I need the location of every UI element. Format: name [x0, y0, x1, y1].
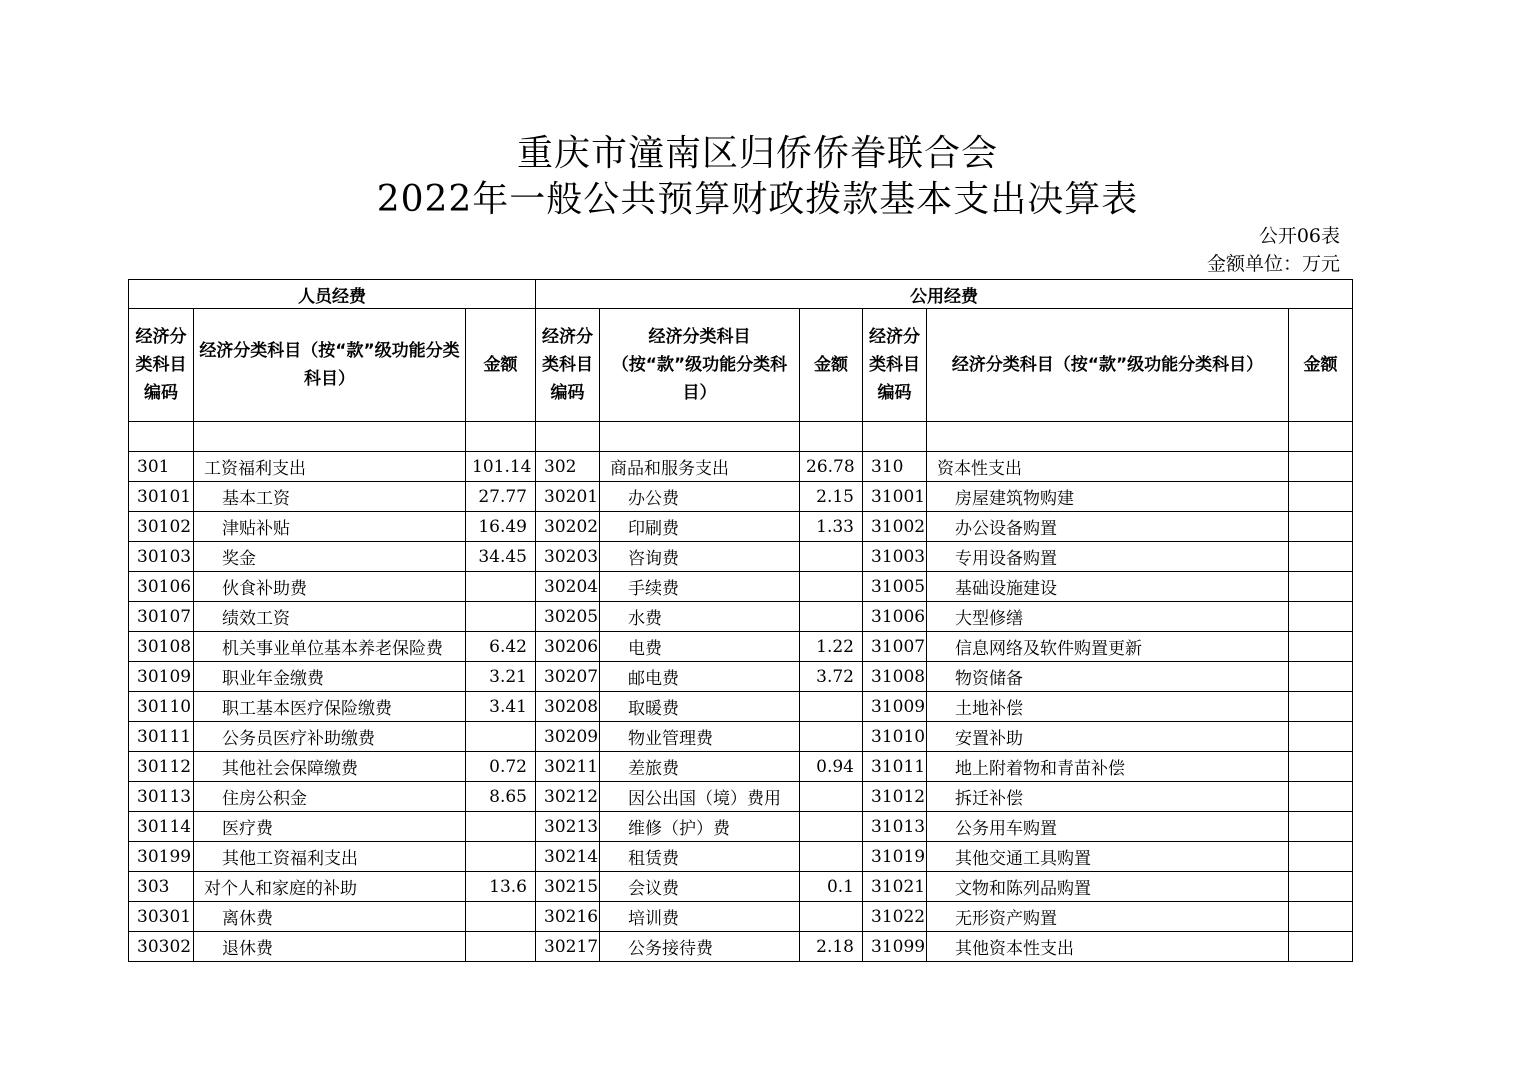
blank-row	[129, 422, 1353, 452]
name-cell: 职工基本医疗保险缴费	[194, 692, 466, 722]
group-public: 公用经费	[536, 280, 1353, 309]
amount-cell	[1289, 932, 1353, 962]
name-cell: 取暖费	[600, 692, 800, 722]
code-cell: 31003	[863, 542, 927, 572]
header-name: 经济分类科目（按“款”级功能分类科目）	[194, 309, 466, 422]
amount-cell	[1289, 572, 1353, 602]
name-cell: 退休费	[194, 932, 466, 962]
code-cell: 30114	[129, 812, 194, 842]
name-cell: 印刷费	[600, 512, 800, 542]
amount-cell: 1.33	[800, 512, 863, 542]
amount-cell: 0.72	[466, 752, 536, 782]
amount-cell	[800, 572, 863, 602]
name-cell: 离休费	[194, 902, 466, 932]
name-cell: 土地补偿	[927, 692, 1289, 722]
amount-cell	[466, 722, 536, 752]
code-cell: 30112	[129, 752, 194, 782]
name-cell: 因公出国（境）费用	[600, 782, 800, 812]
code-cell: 30103	[129, 542, 194, 572]
name-cell: 会议费	[600, 872, 800, 902]
name-cell: 咨询费	[600, 542, 800, 572]
code-cell: 30101	[129, 482, 194, 512]
code-cell: 303	[129, 872, 194, 902]
page-subtitle: 2022年一般公共预算财政拨款基本支出决算表	[376, 179, 1139, 220]
code-cell: 30107	[129, 602, 194, 632]
name-cell: 办公设备购置	[927, 512, 1289, 542]
amount-cell	[1289, 452, 1353, 482]
code-cell: 31009	[863, 692, 927, 722]
name-cell: 基本工资	[194, 482, 466, 512]
code-cell: 30108	[129, 632, 194, 662]
name-cell: 邮电费	[600, 662, 800, 692]
code-cell: 30208	[536, 692, 600, 722]
amount-cell: 2.15	[800, 482, 863, 512]
code-cell: 30203	[536, 542, 600, 572]
amount-cell	[800, 842, 863, 872]
amount-cell	[1289, 902, 1353, 932]
amount-cell: 13.6	[466, 872, 536, 902]
amount-cell	[466, 812, 536, 842]
amount-cell: 0.94	[800, 752, 863, 782]
amount-cell	[1289, 482, 1353, 512]
table-row	[129, 692, 1353, 722]
name-cell: 培训费	[600, 902, 800, 932]
name-cell: 无形资产购置	[927, 902, 1289, 932]
amount-cell: 1.22	[800, 632, 863, 662]
name-cell: 维修（护）费	[600, 812, 800, 842]
code-cell: 31006	[863, 602, 927, 632]
code-cell: 30215	[536, 872, 600, 902]
code-cell: 30302	[129, 932, 194, 962]
page-title: 重庆市潼南区归侨侨眷联合会	[516, 133, 998, 174]
table-row	[129, 902, 1353, 932]
expenditure-table	[128, 279, 1353, 962]
code-cell: 30217	[536, 932, 600, 962]
header-name: 经济分类科目（按“款”级功能分类科目）	[600, 309, 800, 422]
group-personnel: 人员经费	[129, 280, 536, 309]
amount-cell	[800, 602, 863, 632]
amount-cell	[800, 542, 863, 572]
code-cell: 31007	[863, 632, 927, 662]
amount-cell	[1289, 602, 1353, 632]
code-cell: 30106	[129, 572, 194, 602]
header-amount: 金额	[1289, 309, 1353, 422]
amount-unit: 金额单位：万元	[1206, 253, 1340, 275]
table-row	[129, 482, 1353, 512]
amount-cell: 101.14	[466, 452, 536, 482]
header-amount: 金额	[466, 309, 536, 422]
table-row	[129, 602, 1353, 632]
code-cell: 30212	[536, 782, 600, 812]
code-cell: 31001	[863, 482, 927, 512]
amount-cell	[466, 572, 536, 602]
name-cell: 专用设备购置	[927, 542, 1289, 572]
code-cell: 30207	[536, 662, 600, 692]
code-cell: 30205	[536, 602, 600, 632]
code-cell: 30199	[129, 842, 194, 872]
code-cell: 301	[129, 452, 194, 482]
code-cell: 30202	[536, 512, 600, 542]
name-cell: 工资福利支出	[194, 452, 466, 482]
header-code: 经济分类科目编码	[536, 309, 600, 422]
amount-cell	[800, 692, 863, 722]
amount-cell	[1289, 752, 1353, 782]
code-cell: 30213	[536, 812, 600, 842]
code-cell: 31019	[863, 842, 927, 872]
table-row	[129, 542, 1353, 572]
code-cell: 31008	[863, 662, 927, 692]
name-cell: 手续费	[600, 572, 800, 602]
code-cell: 30301	[129, 902, 194, 932]
amount-cell	[1289, 632, 1353, 662]
table-row	[129, 932, 1353, 962]
code-cell: 30111	[129, 722, 194, 752]
code-cell: 30113	[129, 782, 194, 812]
name-cell: 租赁费	[600, 842, 800, 872]
code-cell: 31005	[863, 572, 927, 602]
table-row	[129, 722, 1353, 752]
amount-cell	[800, 782, 863, 812]
code-cell: 31010	[863, 722, 927, 752]
name-cell: 公务用车购置	[927, 812, 1289, 842]
name-cell: 公务员医疗补助缴费	[194, 722, 466, 752]
code-cell: 30211	[536, 752, 600, 782]
name-cell: 大型修缮	[927, 602, 1289, 632]
name-cell: 拆迁补偿	[927, 782, 1289, 812]
code-cell: 30214	[536, 842, 600, 872]
amount-cell	[1289, 722, 1353, 752]
name-cell: 房屋建筑物购建	[927, 482, 1289, 512]
table-number: 公开06表	[1258, 225, 1340, 247]
code-cell: 31099	[863, 932, 927, 962]
table-row	[129, 842, 1353, 872]
amount-cell	[1289, 692, 1353, 722]
table-row	[129, 782, 1353, 812]
name-cell: 物资储备	[927, 662, 1289, 692]
amount-cell: 3.72	[800, 662, 863, 692]
table-row	[129, 452, 1353, 482]
table-row	[129, 752, 1353, 782]
amount-cell: 3.21	[466, 662, 536, 692]
header-name: 经济分类科目（按“款”级功能分类科目）	[927, 309, 1289, 422]
code-cell: 30102	[129, 512, 194, 542]
amount-cell	[800, 722, 863, 752]
amount-cell	[466, 932, 536, 962]
header-amount: 金额	[800, 309, 863, 422]
name-cell: 伙食补助费	[194, 572, 466, 602]
amount-cell: 3.41	[466, 692, 536, 722]
code-cell: 31011	[863, 752, 927, 782]
amount-cell	[1289, 812, 1353, 842]
name-cell: 资本性支出	[927, 452, 1289, 482]
code-cell: 31012	[863, 782, 927, 812]
amount-cell: 6.42	[466, 632, 536, 662]
code-cell: 30216	[536, 902, 600, 932]
table-row	[129, 632, 1353, 662]
name-cell: 地上附着物和青苗补偿	[927, 752, 1289, 782]
name-cell: 奖金	[194, 542, 466, 572]
name-cell: 机关事业单位基本养老保险费	[194, 632, 466, 662]
name-cell: 水费	[600, 602, 800, 632]
amount-cell	[466, 842, 536, 872]
table-row	[129, 572, 1353, 602]
name-cell: 绩效工资	[194, 602, 466, 632]
name-cell: 电费	[600, 632, 800, 662]
amount-cell	[800, 902, 863, 932]
table-row	[129, 812, 1353, 842]
name-cell: 信息网络及软件购置更新	[927, 632, 1289, 662]
amount-cell	[466, 602, 536, 632]
name-cell: 文物和陈列品购置	[927, 872, 1289, 902]
name-cell: 差旅费	[600, 752, 800, 782]
amount-cell: 8.65	[466, 782, 536, 812]
amount-cell: 2.18	[800, 932, 863, 962]
code-cell: 30201	[536, 482, 600, 512]
name-cell: 职业年金缴费	[194, 662, 466, 692]
amount-cell	[1289, 782, 1353, 812]
name-cell: 其他社会保障缴费	[194, 752, 466, 782]
code-cell: 31002	[863, 512, 927, 542]
code-cell: 31021	[863, 872, 927, 902]
code-cell: 30204	[536, 572, 600, 602]
table-row	[129, 872, 1353, 902]
code-cell: 30206	[536, 632, 600, 662]
amount-cell: 16.49	[466, 512, 536, 542]
name-cell: 基础设施建设	[927, 572, 1289, 602]
name-cell: 商品和服务支出	[600, 452, 800, 482]
amount-cell: 27.77	[466, 482, 536, 512]
amount-cell: 26.78	[800, 452, 863, 482]
amount-cell	[1289, 662, 1353, 692]
amount-cell	[800, 812, 863, 842]
code-cell: 30209	[536, 722, 600, 752]
header-code: 经济分类科目编码	[129, 309, 194, 422]
code-cell: 31013	[863, 812, 927, 842]
name-cell: 住房公积金	[194, 782, 466, 812]
header-code: 经济分类科目编码	[863, 309, 927, 422]
name-cell: 其他资本性支出	[927, 932, 1289, 962]
code-cell: 30109	[129, 662, 194, 692]
name-cell: 其他交通工具购置	[927, 842, 1289, 872]
name-cell: 其他工资福利支出	[194, 842, 466, 872]
name-cell: 公务接待费	[600, 932, 800, 962]
code-cell: 30110	[129, 692, 194, 722]
name-cell: 医疗费	[194, 812, 466, 842]
code-cell: 31022	[863, 902, 927, 932]
amount-cell	[1289, 842, 1353, 872]
name-cell: 安置补助	[927, 722, 1289, 752]
amount-cell	[1289, 872, 1353, 902]
amount-cell	[1289, 542, 1353, 572]
amount-cell: 0.1	[800, 872, 863, 902]
code-cell: 302	[536, 452, 600, 482]
name-cell: 津贴补贴	[194, 512, 466, 542]
name-cell: 物业管理费	[600, 722, 800, 752]
amount-cell	[466, 902, 536, 932]
code-cell: 310	[863, 452, 927, 482]
table-row	[129, 512, 1353, 542]
name-cell: 对个人和家庭的补助	[194, 872, 466, 902]
amount-cell: 34.45	[466, 542, 536, 572]
amount-cell	[1289, 512, 1353, 542]
name-cell: 办公费	[600, 482, 800, 512]
table-row	[129, 662, 1353, 692]
